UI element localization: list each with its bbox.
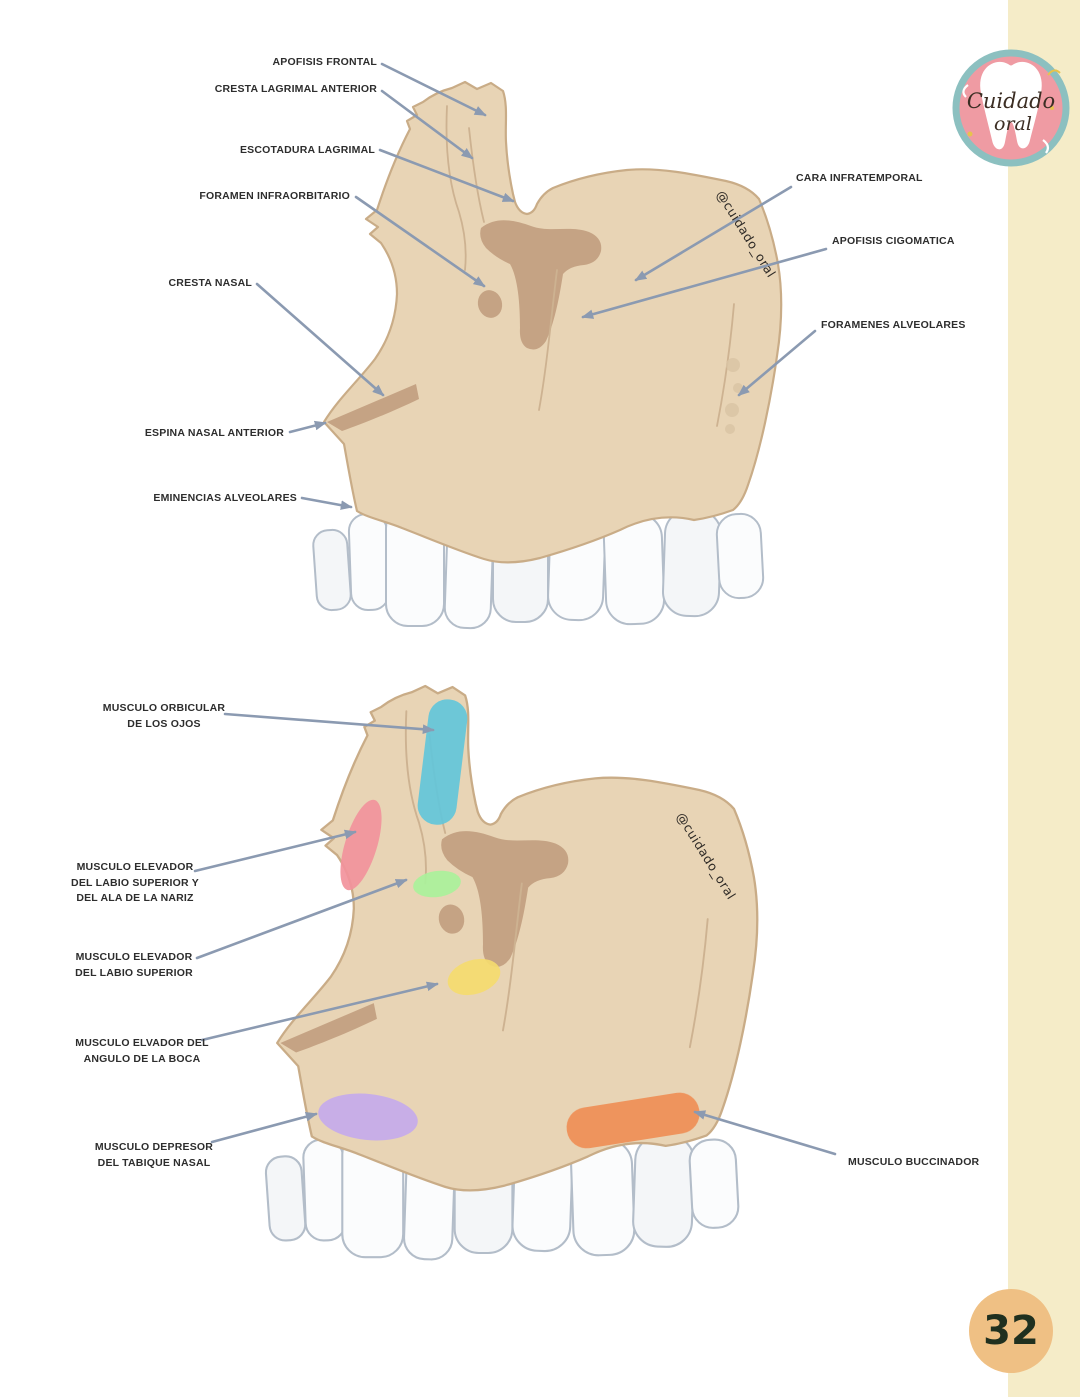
label-line: DEL TABIQUE NASAL: [97, 1156, 211, 1169]
label-line: DEL LABIO SUPERIOR: [75, 966, 193, 979]
label-line: ANGULO DE LA BOCA: [83, 1052, 201, 1065]
watermark-handle-bottom: @cuidado_oral: [673, 809, 740, 903]
label-line: DEL ALA DE LA NARIZ: [76, 892, 194, 904]
label-escotadura-lagrimal: ESCOTADURA LAGRIMAL: [239, 144, 375, 156]
cuidado-oral-logo: [949, 46, 1073, 170]
label-foramenes-alveolares: FORAMENES ALVEOLARES: [821, 319, 966, 331]
label-cresta-nasal: CRESTA NASAL: [168, 277, 252, 289]
logo-title-line1: Cuidado: [966, 89, 1056, 113]
label-line: MUSCULO BUCCINADOR: [848, 1156, 980, 1168]
label-apofisis-frontal: APOFISIS FRONTAL: [272, 56, 377, 68]
label-line: DEL LABIO SUPERIOR Y: [71, 876, 199, 889]
label-musculo-orbicular-ojos: [83, 701, 245, 732]
label-musculo-elevador-labio-nariz: [48, 860, 222, 907]
label-line: MUSCULO ELEVADOR: [75, 951, 193, 963]
label-line: MUSCULO ORBICULAR: [102, 702, 226, 714]
label-cresta-lagrimal-anterior: CRESTA LAGRIMAL ANTERIOR: [214, 83, 377, 95]
label-musculo-depresor-tabique: [67, 1140, 241, 1171]
label-musculo-buccinador: [848, 1155, 1018, 1171]
label-line: MUSCULO ELEVADOR: [76, 861, 194, 873]
page-number-badge: [969, 1289, 1053, 1373]
logo-title-line2: oral: [994, 113, 1032, 135]
label-musculo-elevador-labio: [47, 950, 221, 981]
watermark-handle-top: @cuidado_oral: [713, 187, 780, 281]
label-espina-nasal-anterior: ESPINA NASAL ANTERIOR: [144, 427, 284, 439]
label-eminencias-alveolares: EMINENCIAS ALVEOLARES: [153, 492, 297, 504]
label-line: DE LOS OJOS: [127, 717, 201, 730]
label-line: MUSCULO ELVADOR DEL: [75, 1037, 209, 1049]
page-number: 32: [983, 1308, 1039, 1354]
bottom-maxilla-bone: [265, 686, 757, 1260]
label-foramen-infraorbitario: FORAMEN INFRAORBITARIO: [199, 190, 350, 202]
label-musculo-elvador-angulo-boca: [55, 1036, 229, 1067]
top-maxilla-bone: [312, 82, 781, 629]
label-line: MUSCULO DEPRESOR: [94, 1141, 214, 1153]
label-cara-infratemporal: CARA INFRATEMPORAL: [796, 172, 923, 184]
sparkle-icon: [968, 132, 973, 137]
label-apofisis-cigomatica: APOFISIS CIGOMATICA: [832, 235, 955, 247]
